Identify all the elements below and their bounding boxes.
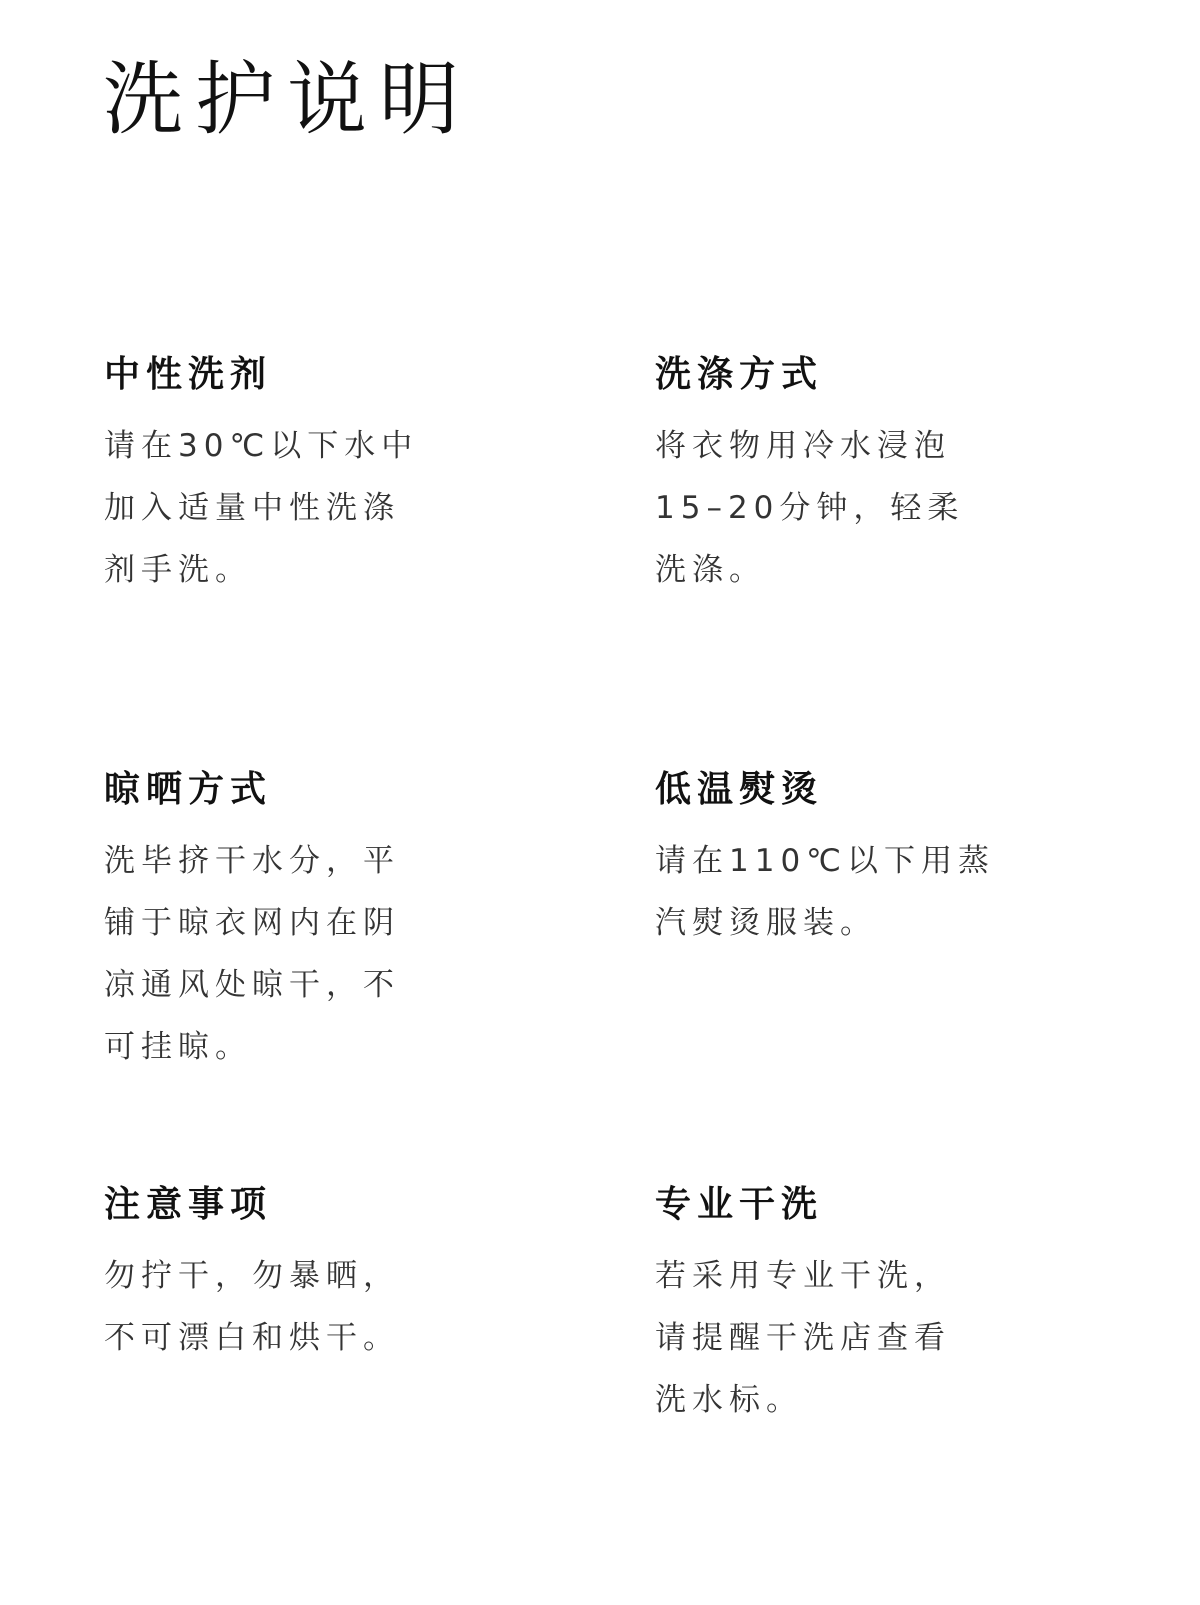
- section-neutral-detergent: [104, 353, 484, 601]
- section-text-line: 勿拧干，勿暴晒，: [104, 1258, 400, 1294]
- section-text-line: 若采用专业干洗，: [655, 1258, 951, 1294]
- page-title: 洗护说明: [103, 53, 471, 146]
- section-heading: 洗涤方式: [655, 354, 824, 395]
- section-text-line: 汽熨烫服装。: [655, 905, 877, 941]
- section-professional-dry-cleaning: [655, 1183, 1035, 1431]
- section-text-line: 剂手洗。: [104, 552, 252, 588]
- section-text-line: 加入适量中性洗涤: [104, 490, 400, 526]
- section-low-temp-ironing: [655, 768, 1035, 954]
- section-text-line: 洗涤。: [655, 552, 766, 588]
- section-text-line: 可挂晾。: [104, 1029, 252, 1065]
- section-heading: 注意事项: [104, 1184, 273, 1225]
- section-text-line: 请提醒干洗店查看: [655, 1320, 951, 1356]
- section-washing-method: [655, 353, 1035, 601]
- section-text-line: 请在110℃以下用蒸: [655, 843, 995, 879]
- section-text-line: 凉通风处晾干，不: [104, 967, 400, 1003]
- section-heading: 晾晒方式: [104, 769, 273, 810]
- section-heading: 中性洗剂: [104, 354, 273, 395]
- section-drying-method: [104, 768, 484, 1078]
- section-heading: 专业干洗: [655, 1184, 824, 1225]
- section-text-line: 洗毕挤干水分，平: [104, 843, 400, 879]
- section-text-line: 铺于晾衣网内在阴: [104, 905, 400, 941]
- section-text-line: 洗水标。: [655, 1382, 803, 1418]
- section-precautions: [104, 1183, 484, 1369]
- section-text-line: 15–20分钟，轻柔: [655, 490, 965, 526]
- section-text-line: 请在30℃以下水中: [104, 428, 419, 464]
- section-text-line: 将衣物用冷水浸泡: [655, 428, 951, 464]
- section-heading: 低温熨烫: [655, 769, 824, 810]
- section-text-line: 不可漂白和烘干。: [104, 1320, 400, 1356]
